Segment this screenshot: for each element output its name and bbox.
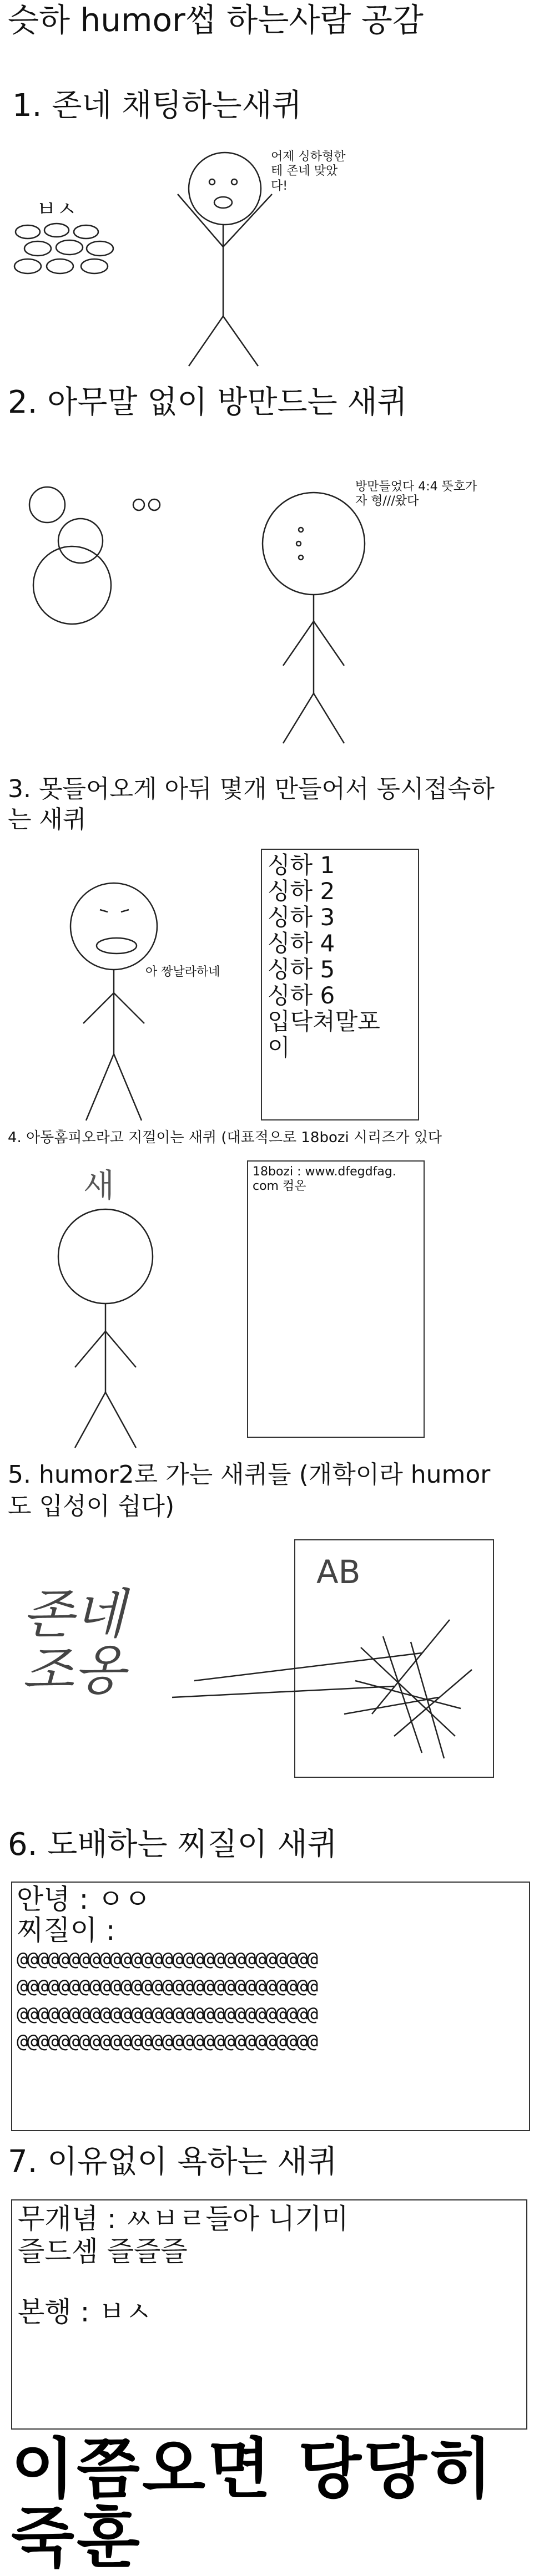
list-item: 이 [268, 1034, 290, 1062]
chat-line: 무개념 : ㅆㅂㄹ들아 니기미 [18, 2203, 349, 2235]
speech-2 [355, 480, 477, 509]
abuse-chat-box [11, 2199, 527, 2430]
spam-line: @@@@@@@@@@@@@@@@@@@@@@@@@@@@@ [17, 2002, 318, 2025]
stick-figure-1 [161, 150, 283, 372]
section-7-heading: 7. 이유없이 욕하는 새퀴 [8, 2144, 337, 2180]
chat-line: 즐드셈 즐즐즐 [18, 2235, 188, 2268]
head-label: 새 [83, 1167, 115, 1204]
stick-figure-3 [61, 871, 172, 1132]
speech-line: 어제 싱하형한 [271, 150, 346, 164]
pebble-pile [11, 222, 139, 283]
speech-3: 아 짱날라하네 [145, 965, 220, 979]
speech-line: 방만들었다 4:4 뜻호가 [355, 480, 477, 494]
list-item: 싱하 5 [268, 956, 335, 983]
stick-figure-4 [39, 1204, 172, 1459]
spam-line: @@@@@@@@@@@@@@@@@@@@@@@@@@@@@ [17, 1948, 318, 1970]
section-6-heading: 6. 도배하는 찌질이 새퀴 [8, 1827, 337, 1863]
chat-line: 안녕 : ㅇㅇ [17, 1883, 151, 1915]
link-text: com 컴온 [253, 1179, 306, 1194]
section-1-heading: 1. 존네 채팅하는새퀴 [12, 88, 302, 124]
section-3-heading: 3. 못들어오게 아뒤 몇개 만들어서 동시접속하는 새퀴 [8, 775, 495, 834]
section-4-heading: 4. 아동홈피오라고 지껄이는 새퀴 (대표적으로 18bozi 시리즈가 있다 [8, 1129, 442, 1146]
scrawl-word: 존네 [22, 1583, 125, 1645]
spam-line: @@@@@@@@@@@@@@@@@@@@@@@@@@@@@ [17, 2030, 318, 2052]
page-title: 슷하 humor썹 하는사람 공감 [8, 1, 424, 39]
list-item: 싱하 3 [268, 904, 335, 931]
speech-line: 테 존네 맞았 [271, 164, 338, 179]
chat-spacer [18, 2268, 521, 2296]
scrawl-lines [161, 1570, 494, 1769]
list-item: 싱하 4 [268, 930, 335, 957]
spam-line: @@@@@@@@@@@@@@@@@@@@@@@@@@@@@ [17, 1975, 318, 1998]
list-item: 입닥쳐말포 [268, 1008, 380, 1036]
pile-label: ㅂㅅ [36, 197, 77, 221]
footer-scribble [11, 2431, 495, 2576]
scribble-line: 이쯤오면 당당히 [11, 2431, 495, 2507]
bubbles [11, 483, 172, 627]
chat-line: 찌질이 : [17, 1914, 115, 1946]
stick-figure-2 [261, 488, 383, 754]
list-item: 싱하 1 [268, 851, 335, 879]
section-5-heading: 5. humor2로 가는 새퀴들 (개학이라 humor도 입성이 쉽다) [8, 1461, 491, 1521]
link-text: 18bozi : www.dfegdfag. [253, 1165, 396, 1179]
speech-line: 다! [271, 179, 288, 193]
list-item: 싱하 6 [268, 982, 335, 1010]
scribble-line: 죽훈 [11, 2499, 142, 2576]
section-2-heading: 2. 아무말 없이 방만드는 새퀴 [8, 384, 407, 420]
chat-line: 본행 : ㅂㅅ [18, 2296, 152, 2328]
id-list-box [261, 849, 419, 1120]
scrawl-left [22, 1583, 125, 1701]
list-item: 싱하 2 [268, 878, 335, 905]
spam-chat-box [11, 1882, 530, 2131]
link-box [247, 1160, 425, 1438]
scrawl-box-label: AB [316, 1553, 361, 1591]
scrawl-word: 조옹 [22, 1639, 125, 1701]
speech-1 [271, 150, 346, 194]
speech-line: 자 형///왔다 [355, 494, 419, 509]
